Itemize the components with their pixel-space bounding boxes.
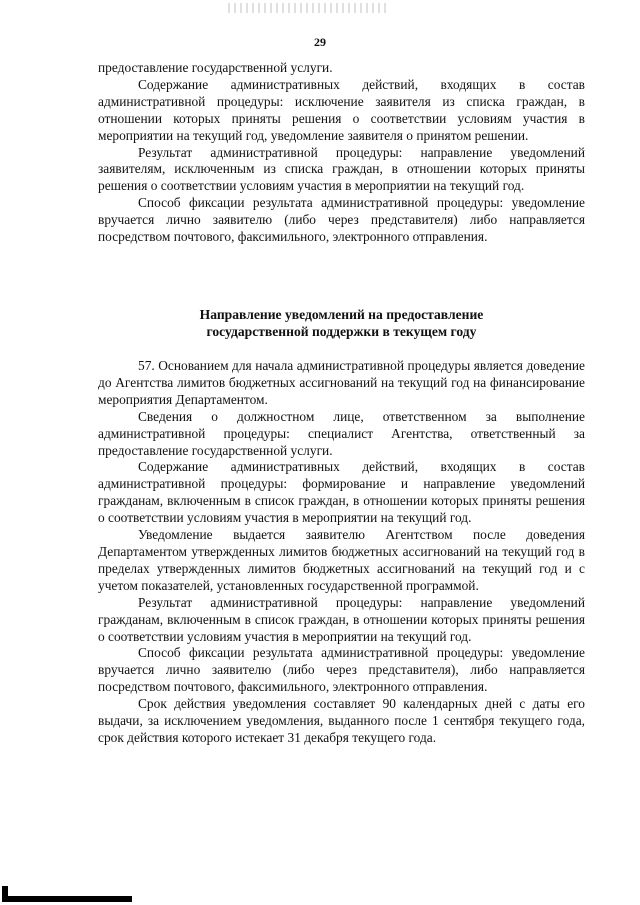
section-heading-line: Направление уведомлений на предоставление: [199, 307, 484, 322]
section-heading-line: государственной поддержки в текущем году: [206, 324, 477, 339]
paragraph: Содержание административных действий, входящих в состав административной процедуры: исключение заявителя из списка граждан, в отношении которых приняты решения о соответствии условиям участия в мероприятии на текущий год, уведомление заявителя о принятом решении.: [98, 76, 585, 143]
text-block-lower: [98, 358, 585, 747]
paragraph: Способ фиксации результата административной процедуры: уведомление вручается лично заявителю (либо через представителя), либо направляется посредством почтового, факсимильного, электронного отправления.: [98, 645, 585, 695]
paragraph: Сведения о должностном лице, ответственном за выполнение административной процедуры: специалист Агентства, ответственный за предоставление государственной услуги.: [98, 408, 585, 458]
paragraph: Результат административной процедуры: направление уведомлений заявителям, исключенным из списка граждан, в отношении которых приняты решения о соответствии условиям участия в мероприятии на текущий год.: [98, 144, 585, 194]
section-heading: [98, 306, 585, 340]
paragraph: 57. Основанием для начала административной процедуры является доведение до Агентства лимитов бюджетных ассигнований на текущий год на финансирование мероприятия Департаментом.: [98, 358, 585, 407]
text-block-upper: [98, 60, 585, 246]
paragraph: Срок действия уведомления составляет 90 календарных дней с даты его выдачи, за исключением уведомления, выданного после 1 сентября текущего года, срок действия которого истекает 31 декабря текущего года.: [98, 696, 585, 745]
paragraph: Уведомление выдается заявителю Агентством после доведения Департаментом утвержденных лимитов бюджетных ассигнований на текущий год в пределах утвержденных лимитов бюджетных ассигнований на текущий год и с учетом показателей, установленных государственной программой.: [98, 527, 585, 593]
page-number: 29: [314, 35, 326, 49]
scan-edge-bar: [2, 896, 132, 902]
paragraph: предоставление государственной услуги.: [98, 60, 333, 75]
paragraph: Результат административной процедуры: направление уведомлений гражданам, включенным в список граждан, в отношении которых приняты решения о соответствии условиям участия в мероприятии на текущий год.: [98, 594, 585, 644]
scan-artifact: [228, 3, 388, 13]
paragraph: Содержание административных действий, входящих в состав административной процедуры: формирование и направление уведомлений гражданам, включенным в список граждан, в отношении которых приняты решения о соответствии условиям участия в мероприятии на текущий год.: [98, 459, 585, 526]
paragraph: Способ фиксации результата административной процедуры: уведомление вручается лично заявителю (либо через представителя) либо направляется посредством почтового, факсимильного, электронного отправления.: [98, 195, 585, 245]
